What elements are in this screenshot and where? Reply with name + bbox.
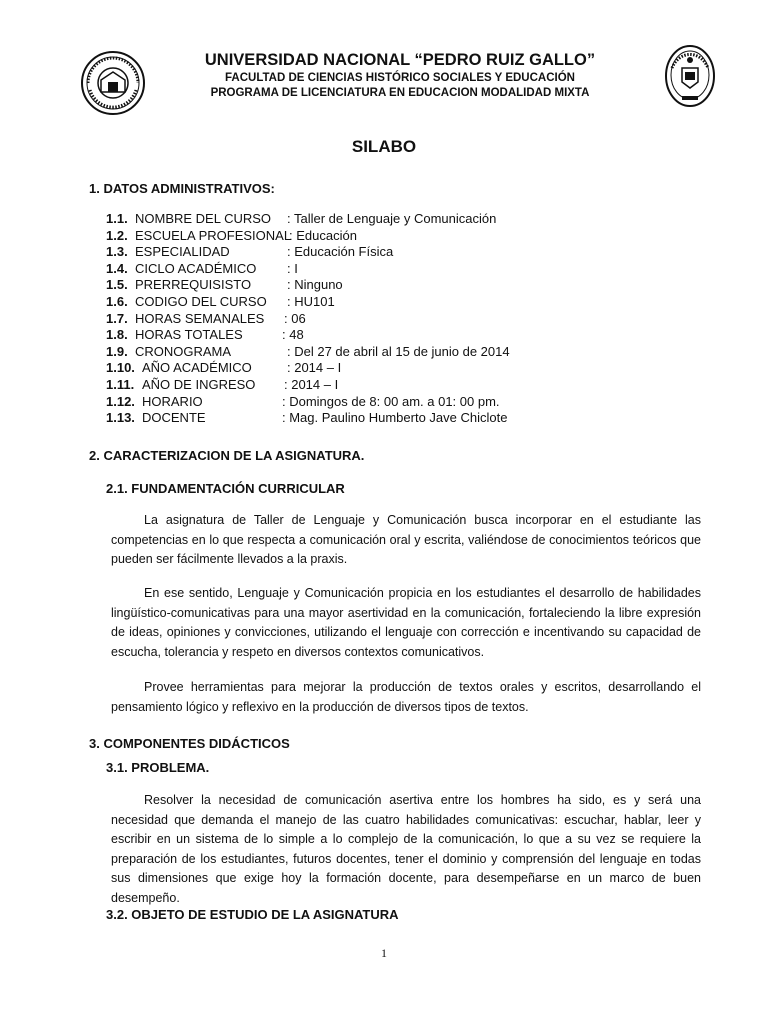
section-heading-caracterizacion: 2. CARACTERIZACION DE LA ASIGNATURA. <box>89 448 365 463</box>
admin-row-value: : Educación Física <box>287 244 394 260</box>
paragraph-problema: Resolver la necesidad de comunicación asertiva entre los hombres ha sido, es y será una necesidad que demanda el manejo de las cuatro habilidades comunicativas: escuchar, hablar, leer y escribir en un sistema de lo simple a lo complejo de la comunicación, lo que a su vez se requiere la preparación de los estudiantes, futuros docentes, tener el dominio y comprensión del lenguaje en todas sus dimensiones que exige hoy la formación docente, para desempeñarse en un marco de buen desempeño. <box>111 793 701 905</box>
program-title: PROGRAMA DE LICENCIATURA EN EDUCACION MODALIDAD MIXTA <box>210 87 590 99</box>
admin-row-value: : 06 <box>284 310 306 326</box>
admin-row-value: : 48 <box>282 327 304 343</box>
admin-row-number: 1.9. <box>106 343 128 359</box>
admin-row-label: DOCENTE <box>142 410 206 426</box>
admin-row <box>106 277 666 294</box>
admin-row-number: 1.6. <box>106 293 128 309</box>
admin-row-value: : Educación <box>289 227 357 243</box>
admin-row-label: PRERREQUISISTO <box>135 277 252 293</box>
admin-row-value: : 2014 – I <box>284 376 339 392</box>
admin-row-label: ESPECIALIDAD <box>135 244 230 260</box>
admin-row-number: 1.4. <box>106 260 128 276</box>
paragraph-fundamentacion-3: Provee herramientas para mejorar la producción de textos orales y escritos, desarrollando el pensamiento lógico y reflexivo en la producción de diversos tipos de textos. <box>111 680 701 714</box>
admin-row-label: AÑO DE INGRESO <box>142 376 256 392</box>
subsection-heading-objeto-estudio: 3.2. OBJETO DE ESTUDIO DE LA ASIGNATURA <box>106 907 399 922</box>
admin-row <box>106 294 666 311</box>
admin-row-label: CRONOGRAMA <box>135 343 232 359</box>
university-seal-icon <box>80 50 146 116</box>
admin-row <box>106 410 666 427</box>
admin-row-label: AÑO ACADÉMICO <box>142 360 252 376</box>
admin-row <box>106 228 666 245</box>
admin-row <box>106 211 666 228</box>
faculty-seal-icon <box>664 44 716 108</box>
admin-row-number: 1.3. <box>106 244 128 260</box>
section-heading-datos-administrativos: 1. DATOS ADMINISTRATIVOS: <box>89 181 275 196</box>
admin-row-number: 1.12. <box>106 393 135 409</box>
page-number: 1 <box>381 946 387 960</box>
admin-row-value: : 2014 – I <box>287 360 342 376</box>
admin-row-label: HORAS TOTALES <box>135 327 243 343</box>
admin-row-value: : Del 27 de abril al 15 de junio de 2014 <box>287 343 510 359</box>
admin-row-number: 1.2. <box>106 227 128 243</box>
paragraph-fundamentacion-1: La asignatura de Taller de Lenguaje y Comunicación busca incorporar en el estudiante las competencias en lo que respecta a comunicación oral y escrita, valiéndose de conocimientos teóricos que pueden ser fácilmente llevados a la praxis. <box>111 513 701 566</box>
subsection-heading-problema: 3.1. PROBLEMA. <box>106 760 210 775</box>
section-heading-componentes: 3. COMPONENTES DIDÁCTICOS <box>89 736 290 751</box>
admin-row-value: : Taller de Lenguaje y Comunicación <box>287 211 497 226</box>
admin-row <box>106 344 666 361</box>
admin-row-number: 1.8. <box>106 327 128 343</box>
admin-row <box>106 394 666 411</box>
admin-row <box>106 261 666 278</box>
document-title: SILABO <box>351 137 417 156</box>
admin-row-value: : Domingos de 8: 00 am. a 01: 00 pm. <box>282 393 500 409</box>
admin-row-value: : Ninguno <box>287 277 343 293</box>
admin-row <box>106 244 666 261</box>
admin-row <box>106 360 666 377</box>
admin-row-label: ESCUELA PROFESIONAL <box>135 227 292 243</box>
admin-row-number: 1.11. <box>106 376 135 392</box>
admin-row-number: 1.13. <box>106 410 135 426</box>
admin-row-value: : Mag. Paulino Humberto Jave Chiclote <box>282 410 508 426</box>
faculty-title: FACULTAD DE CIENCIAS HISTÓRICO SOCIALES Y EDUCACIÓN <box>225 72 575 84</box>
admin-row <box>106 377 666 394</box>
paragraph-fundamentacion-2: En ese sentido, Lenguaje y Comunicación propicia en los estudiantes el desarrollo de habilidades lingüístico-comunicativas para una mayor asertividad en la comunicación, fortaleciendo la libre expresión de ideas, opiniones y convicciones, utilizando el lenguaje con corrección e incentivando su capacidad de escucha, tolerancia y respeto en diversos contextos comunicativos. <box>111 586 701 659</box>
admin-row <box>106 327 666 344</box>
admin-row-number: 1.5. <box>106 277 128 293</box>
admin-row-number: 1.10. <box>106 360 135 376</box>
admin-row-label: HORARIO <box>142 393 203 409</box>
subsection-heading-fundamentacion: 2.1. FUNDAMENTACIÓN CURRICULAR <box>106 481 345 496</box>
admin-row-label: CICLO ACADÉMICO <box>135 260 257 276</box>
admin-row-label: CODIGO DEL CURSO <box>135 293 267 309</box>
admin-row-label: NOMBRE DEL CURSO <box>135 211 272 226</box>
admin-row-number: 1.7. <box>106 310 128 326</box>
admin-row-value: : HU101 <box>287 293 335 309</box>
university-title: UNIVERSIDAD NACIONAL “PEDRO RUIZ GALLO” <box>204 51 596 69</box>
admin-row-number: 1.1. <box>106 211 128 226</box>
admin-data-list <box>106 211 666 427</box>
admin-row-label: HORAS SEMANALES <box>135 310 265 326</box>
admin-row <box>106 311 666 328</box>
admin-row-value: : I <box>287 260 298 276</box>
